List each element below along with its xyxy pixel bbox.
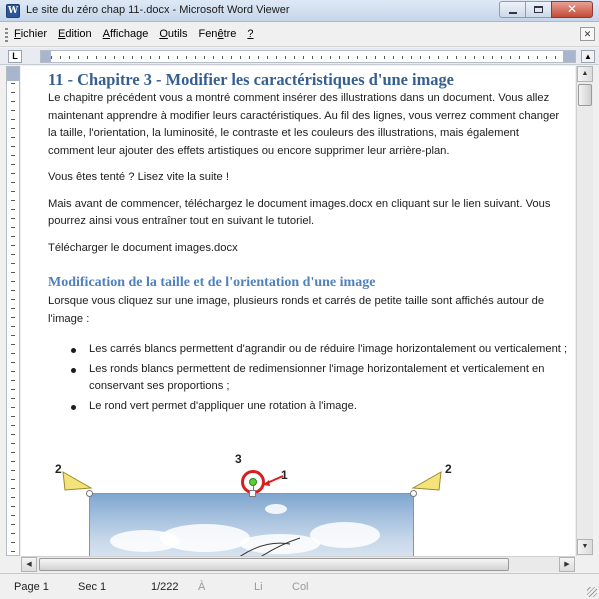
doc-close-button[interactable] xyxy=(580,27,595,41)
ruler-ticks xyxy=(51,56,563,59)
callout-arrow-right-icon xyxy=(411,470,443,492)
horizontal-scroll-thumb[interactable] xyxy=(39,558,509,571)
vertical-scrollbar[interactable] xyxy=(576,66,593,556)
right-margin-marker[interactable] xyxy=(563,51,575,62)
status-line: Li xyxy=(254,581,263,593)
callout-number-top: 3 xyxy=(235,452,242,466)
cloud-shape xyxy=(310,522,380,548)
word-app-icon[interactable]: W xyxy=(7,6,19,16)
vertical-scroll-thumb[interactable] xyxy=(578,84,592,106)
menu-items xyxy=(14,28,265,40)
close-button[interactable] xyxy=(551,1,593,18)
resize-grip-icon[interactable] xyxy=(587,587,597,597)
window-controls xyxy=(499,1,593,19)
document-area[interactable] xyxy=(21,66,575,556)
scroll-up-button[interactable] xyxy=(577,66,593,82)
handles-bullet-list xyxy=(48,341,568,415)
kite-lines-icon xyxy=(220,534,310,556)
horizontal-scrollbar[interactable] xyxy=(21,556,575,572)
menu-edition-label: dition xyxy=(65,28,92,40)
left-margin-marker[interactable] xyxy=(41,51,51,62)
menu-affichage-accel: A xyxy=(102,28,111,40)
menu-edition-accel: E xyxy=(58,28,66,40)
menu-grip-handle[interactable] xyxy=(5,28,8,42)
scroll-left-button[interactable] xyxy=(21,557,37,572)
menu-outils-label: utils xyxy=(167,28,188,40)
arrow-up-icon: ▲ xyxy=(581,70,589,77)
view-buttons xyxy=(4,556,20,572)
menu-fenetre-label: tre xyxy=(223,28,237,40)
menu-fichier[interactable] xyxy=(14,28,47,40)
close-icon: ✕ xyxy=(583,29,592,39)
tab-stop-selector[interactable]: L xyxy=(8,50,22,63)
vertical-ruler-ticks xyxy=(11,83,15,555)
top-margin-marker xyxy=(7,67,19,81)
paragraph-tease: Vous êtes tenté ? Lisez vite la suite ! xyxy=(48,171,229,183)
document-content xyxy=(48,69,568,417)
scroll-up-arrow-icon[interactable]: ▲ xyxy=(581,50,595,63)
menu-fenetre-pre: Fen xyxy=(198,28,218,40)
menu-edition[interactable] xyxy=(58,28,92,40)
arrow-down-icon: ▼ xyxy=(581,543,589,550)
scroll-down-button[interactable] xyxy=(577,539,593,555)
vertical-ruler[interactable] xyxy=(6,66,20,556)
minimize-button[interactable] xyxy=(499,1,525,18)
paragraph-handles-intro: Lorsque vous cliquez sur une image, plusieurs ronds et carrés de petite taille sont affichés autour de l'image : xyxy=(48,295,545,325)
menu-fenetre-accel: ê xyxy=(217,28,224,40)
close-icon: ✕ xyxy=(566,2,578,16)
list-item: Le rond vert permet d'appliquer une rotation à l'image. xyxy=(48,398,568,416)
scrollbar-corner xyxy=(576,556,593,572)
arrow-right-icon: ▶ xyxy=(564,561,570,568)
menu-affichage[interactable] xyxy=(103,28,149,40)
status-section: Sec 1 xyxy=(78,581,107,593)
menu-right-controls xyxy=(580,27,595,41)
menu-help-accel: ? xyxy=(247,28,254,40)
status-page: Page 1 xyxy=(14,581,49,593)
callout-number-left: 2 xyxy=(55,462,62,476)
resize-handle-top-left[interactable] xyxy=(86,490,93,497)
resize-handle-top-right[interactable] xyxy=(410,490,417,497)
window-title: Le site du zéro chap 11-.docx - Microsoft Word Viewer xyxy=(26,4,290,16)
heading-2: Modification de la taille et de l'orientation d'une image xyxy=(48,275,376,290)
menu-help[interactable] xyxy=(247,28,253,40)
menu-bar xyxy=(0,23,599,47)
menu-fichier-label: ichier xyxy=(20,28,48,40)
menu-outils-accel: O xyxy=(159,28,168,40)
menu-fichier-accel: F xyxy=(14,28,21,40)
maximize-button[interactable] xyxy=(525,1,551,18)
status-bar xyxy=(0,573,599,599)
callout-number-arrow: 1 xyxy=(281,468,288,482)
status-column: Col xyxy=(292,581,309,593)
paragraph-download-intro: Mais avant de commencer, téléchargez le document images.docx en cliquant sur le lien suivant. Vous pourrez ainsi vous entraîner tout en suivant le tutoriel. xyxy=(48,197,551,227)
horizontal-ruler[interactable] xyxy=(40,50,576,63)
heading-1: 11 - Chapitre 3 - Modifier les caractéristiques d'une image xyxy=(48,70,454,89)
menu-fenetre[interactable] xyxy=(198,28,236,40)
callout-arrow-left-icon xyxy=(61,470,93,492)
menu-outils[interactable] xyxy=(159,28,187,40)
paragraph-intro: Le chapitre précédent vous a montré comment insérer des illustrations dans un document. Vous allez maintenant apprendre à modifier leurs caractéristiques. Au fil des lignes, vous verrez comment changer la taille, l'orientation, la luminosité, le contraste et les couleurs des illustrations, mais également comment leur ajouter des effets artistiques ou encore supprimer leur arrière-plan. xyxy=(48,92,560,157)
title-bar xyxy=(0,0,599,22)
ruler-row xyxy=(0,48,599,65)
status-page-count: 1/222 xyxy=(151,581,179,593)
sample-photo[interactable] xyxy=(89,493,414,556)
cloud-shape xyxy=(265,504,287,514)
maximize-icon xyxy=(534,6,543,13)
menu-affichage-label: ffichage xyxy=(110,28,149,40)
list-item: Les ronds blancs permettent de redimensionner l'image horizontalement et verticalement en conservant ses proportions ; xyxy=(48,361,568,396)
download-link-text[interactable]: Télécharger le document images.docx xyxy=(48,241,238,254)
callout-number-right: 2 xyxy=(445,462,452,476)
resize-handle-top[interactable] xyxy=(249,490,256,497)
minimize-icon xyxy=(509,12,517,14)
status-at: À xyxy=(198,581,206,593)
rotation-handle[interactable] xyxy=(249,478,257,486)
scroll-right-button[interactable] xyxy=(559,557,575,572)
list-item: Les carrés blancs permettent d'agrandir ou de réduire l'image horizontalement ou verticalement ; xyxy=(48,341,568,359)
arrow-left-icon: ◀ xyxy=(26,561,32,568)
image-handles-figure[interactable] xyxy=(49,452,469,556)
